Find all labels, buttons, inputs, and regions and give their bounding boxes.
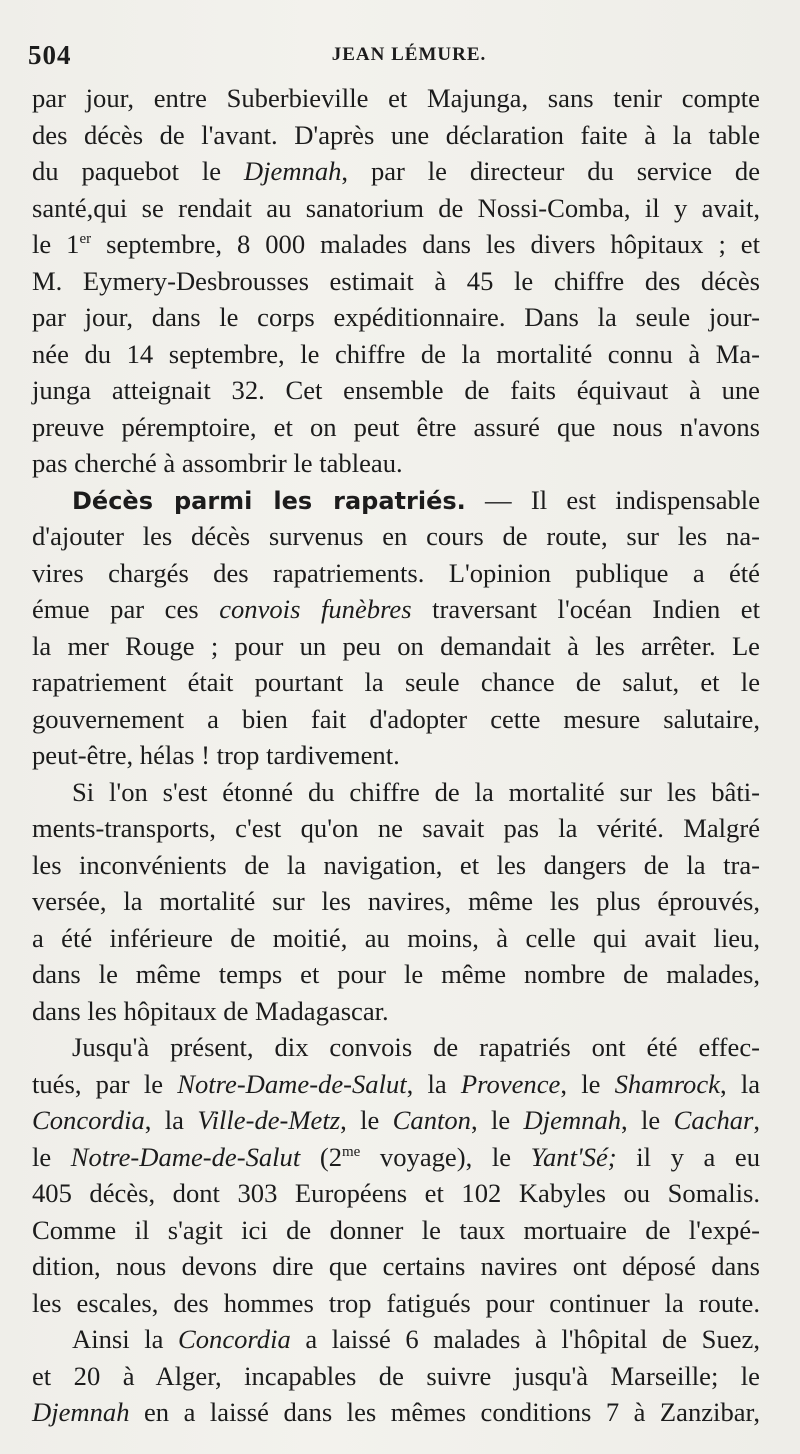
- text-line: vires chargés des rapatriements. L'opinion publique a été: [32, 557, 760, 588]
- body-text: [32, 80, 760, 1431]
- text-line: le Notre-Dame-de-Salut ($2^{me}$ voyage), le Yant'Sé; il y a eu: [32, 1141, 760, 1172]
- text-line: la mer Rouge ; pour un peu on demandait à les arrêter. Le: [32, 630, 760, 661]
- text-line: par jour, dans le corps expéditionnaire. Dans la seule jour-: [32, 302, 760, 332]
- text-line: émue par ces convois funèbres traversant l'océan Indien et: [32, 594, 760, 624]
- page-number: 504: [28, 40, 72, 70]
- text-line: Si l'on s'est étonné du chiffre de la mortalité sur les bâti-: [72, 776, 760, 807]
- text-line: versée, la mortalité sur les navires, même les plus éprouvés,: [32, 886, 760, 916]
- text-line: née du 14 septembre, le chiffre de la mortalité connu à Ma-: [32, 338, 760, 369]
- text-line: a été inférieure de moitié, au moins, à celle qui avait lieu,: [32, 922, 760, 953]
- text-line: d'ajouter les décès survenus en cours de route, sur les na-: [32, 521, 760, 551]
- text-line: peut-être, hélas ! trop tardivement.: [32, 740, 400, 770]
- text-line: Concordia, la Ville-de-Metz, le Canton, le Djemnah, le Cachar,: [32, 1105, 761, 1135]
- text-line: Jusqu'à présent, dix convois de rapatriés ont été effec-: [72, 1032, 760, 1062]
- text-line: junga atteignait 32. Cet ensemble de faits équivaut à une: [32, 375, 760, 405]
- text-line: pas cherché à assombrir le tableau.: [32, 448, 403, 478]
- text-line: M. Eymery-Desbrousses estimait à 45 le chiffre des décès: [32, 265, 760, 296]
- page-header: [28, 40, 760, 76]
- text-line: par jour, entre Suberbieville et Majunga, sans tenir compte: [32, 83, 760, 113]
- text-line: Djemnah en a laissé dans les mêmes conditions 7 à Zanzibar,: [32, 1397, 760, 1427]
- text-line: dans les hôpitaux de Madagascar.: [32, 995, 389, 1026]
- text-line: Ainsi la Concordia a laissé 6 malades à l'hôpital de Suez,: [72, 1324, 760, 1354]
- text-line: dans le même temps et pour le même nombre de malades,: [32, 959, 760, 989]
- text-line: Comme il s'agit ici de donner le taux mortuaire de l'expé-: [32, 1214, 760, 1245]
- text-line: gouvernement a bien fait d'adopter cette mesure salutaire,: [32, 703, 760, 734]
- text-line: des décès de l'avant. D'après une déclaration faite à la table: [32, 119, 760, 150]
- running-head: JEAN LÉMURE.: [331, 44, 487, 65]
- text-line: santé,qui se rendait au sanatorium de Nossi-Comba, il y avait,: [32, 192, 760, 223]
- text-line: rapatriement était pourtant la seule chance de salut, et le: [32, 667, 760, 697]
- text-line: preuve péremptoire, et on peut être assuré que nous n'avons: [32, 411, 760, 442]
- text-line: le 1er septembre, 8 000 malades dans les divers hôpitaux ; et: [32, 229, 760, 259]
- text-line: du paquebot le Djemnah, par le directeur du service de: [32, 156, 760, 186]
- text-line: Décès parmi les rapatriés. — Il est indispensable: [72, 484, 760, 515]
- text-line: et 20 à Alger, incapables de suivre jusqu'à Marseille; le: [32, 1360, 760, 1391]
- text-line: dition, nous devons dire que certains navires ont déposé dans: [32, 1251, 760, 1281]
- text-line: tués, par le Notre-Dame-de-Salut, la Provence, le Shamrock, la: [32, 1068, 761, 1099]
- text-line: les inconvénients de la navigation, et les dangers de la tra-: [32, 849, 760, 880]
- text-line: les escales, des hommes trop fatigués pour continuer la route.: [32, 1287, 760, 1318]
- text-line: 405 décès, dont 303 Européens et 102 Kabyles ou Somalis.: [32, 1178, 760, 1208]
- text-line: ments-transports, c'est qu'on ne savait pas la vérité. Malgré: [32, 813, 760, 843]
